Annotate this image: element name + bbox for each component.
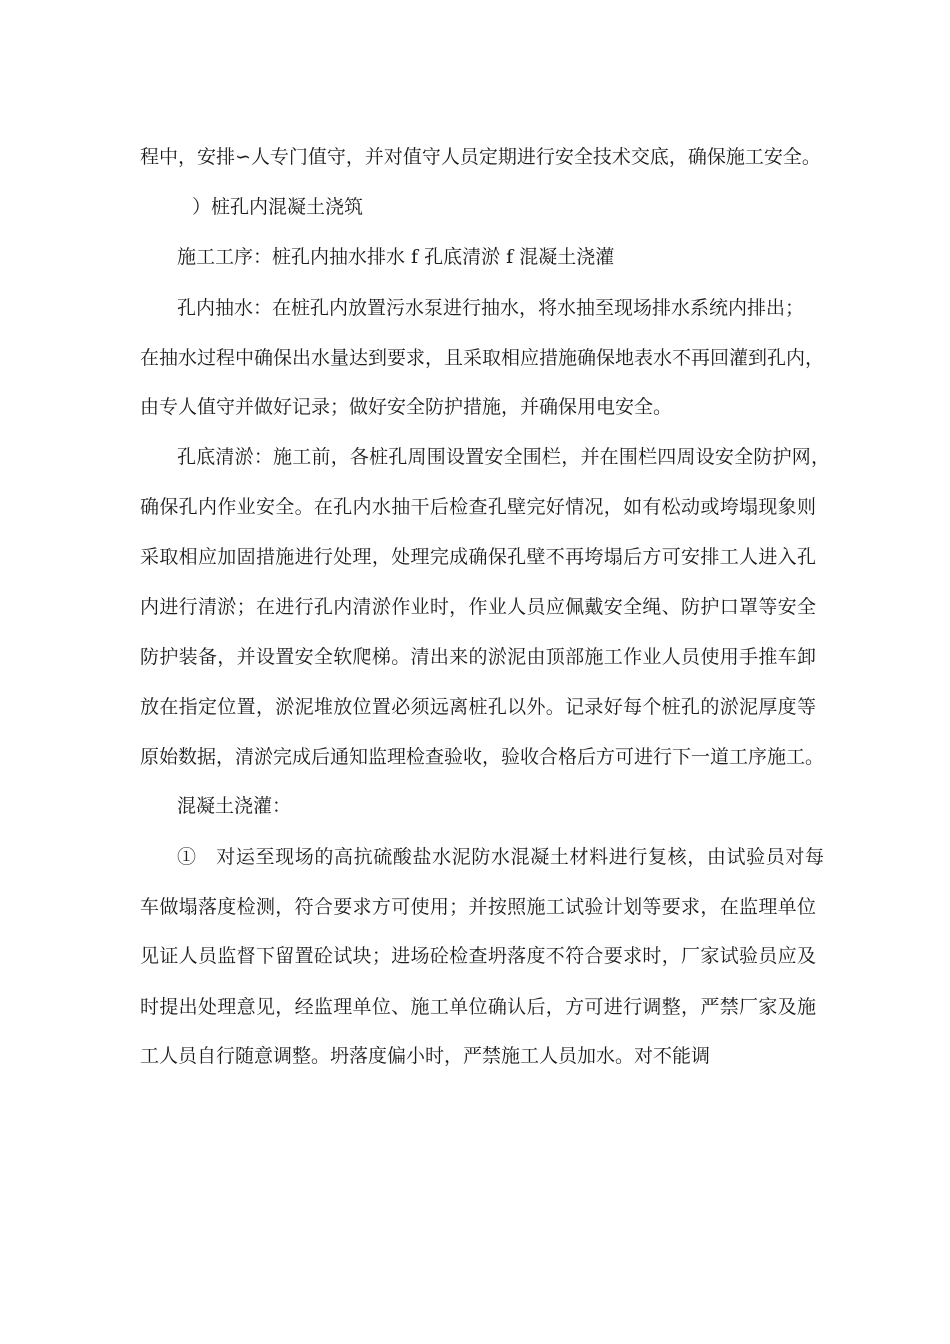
paragraph-line: 采取相应加固措施进行处理，处理完成确保孔壁不再垮塌后方可安排工人进入孔 [140, 546, 816, 568]
paragraph-line: 时提出处理意见，经监理单位、施工单位确认后，方可进行调整，严禁厂家及施 [140, 996, 816, 1018]
paragraph-line: 原始数据，清淤完成后通知监理检查验收，验收合格后方可进行下一道工序施工。 [140, 746, 825, 768]
paragraph-line: 防护装备，并设置安全软爬梯。清出来的淤泥由顶部施工作业人员使用手推车卸 [140, 646, 816, 668]
subsection-heading: 混凝土浇灌： [177, 795, 292, 817]
paragraph-line: 孔内抽水：在桩孔内放置污水泵进行抽水，将水抽至现场排水系统内排出； [177, 297, 805, 319]
paragraph-line: 放在指定位置，淤泥堆放位置必须远离桩孔以外。记录好每个桩孔的淤泥厚度等 [140, 696, 816, 718]
paragraph-line: 车做塌落度检测，符合要求方可使用；并按照施工试验计划等要求，在监理单位 [140, 896, 816, 918]
paragraph-line: 见证人员监督下留置砼试块；进场砼检查坍落度不符合要求时，厂家试验员应及 [140, 945, 816, 967]
paragraph-line: 内进行清淤；在进行孔内清淤作业时，作业人员应佩戴安全绳、防护口罩等安全 [140, 596, 816, 618]
paragraph-line: 施工工序：桩孔内抽水排水 f 孔底清淤 f 混凝土浇灌 [177, 246, 615, 268]
paragraph-line: 工人员自行随意调整。坍落度偏小时，严禁施工人员加水。对不能调 [140, 1045, 711, 1067]
paragraph-line: 程中，安排∽人专门值守，并对值守人员定期进行安全技术交底，确保施工安全。 [140, 146, 821, 168]
section-heading: ）桩孔内混凝土浇筑 [192, 196, 364, 218]
paragraph-line: 在抽水过程中确保出水量达到要求，且采取相应措施确保地表水不再回灌到孔内， [140, 347, 825, 369]
paragraph-line: 孔底清淤：施工前，各桩孔周围设置安全围栏，并在围栏四周设安全防护网， [177, 446, 830, 468]
paragraph-line: 由专人值守并做好记录；做好安全防护措施，并确保用电安全。 [140, 396, 673, 418]
paragraph-line: 确保孔内作业安全。在孔内水抽干后检查孔壁完好情况，如有松动或垮塌现象则 [140, 496, 816, 518]
list-item-line: ① 对运至现场的高抗硫酸盐水泥防水混凝土材料进行复核，由试验员对每 [177, 846, 824, 868]
